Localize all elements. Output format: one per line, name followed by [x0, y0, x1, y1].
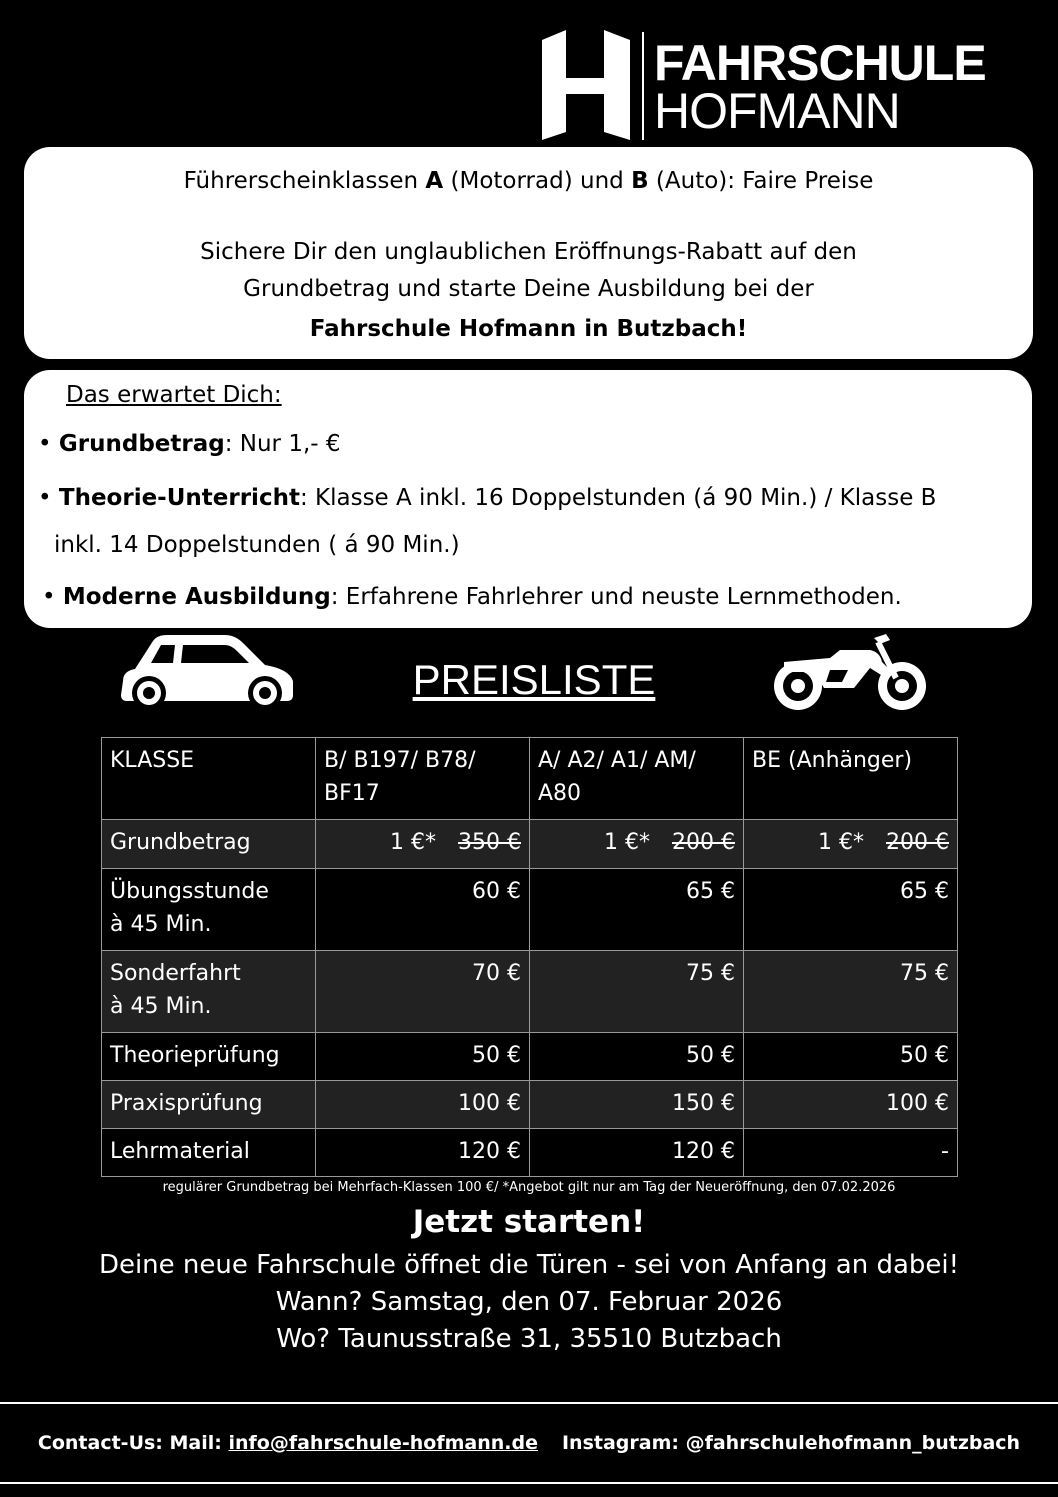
price-cell: 120 € [316, 1129, 530, 1177]
row-label: Grundbetrag [102, 820, 316, 869]
price-cell: 75 € [530, 951, 744, 1033]
table-row [102, 869, 958, 951]
price-cell: 100 € [744, 1081, 958, 1129]
row-label: Sonderfahrt à 45 Min. [102, 951, 316, 1033]
row-label: Lehrmaterial [102, 1129, 316, 1177]
price-cell: 100 € [316, 1081, 530, 1129]
row-label: Praxisprüfung [102, 1081, 316, 1129]
price-cell: 60 € [316, 869, 530, 951]
row-label: Theorieprüfung [102, 1033, 316, 1081]
instagram-handle[interactable]: Instagram: @fahrschulehofmann_butzbach [561, 1432, 1021, 1454]
intro-box [24, 147, 1033, 359]
table-row [102, 820, 958, 869]
features-box [24, 370, 1032, 628]
feature-item-grundbetrag: • Grundbetrag: Nur 1,- € [38, 431, 341, 457]
price-cell: 1 €* 200 € [744, 820, 958, 869]
table-row [102, 1129, 958, 1177]
price-table [101, 737, 958, 1177]
divider-top [0, 1402, 1058, 1404]
header-class-b: B/ B197/ B78/ BF17 [316, 738, 530, 820]
feature-item-ausbildung: • Moderne Ausbildung: Erfahrene Fahrlehrer und neuste Lernmethoden. [42, 584, 902, 610]
price-cell: 50 € [316, 1033, 530, 1081]
header-klasse: KLASSE [102, 738, 316, 820]
price-cell: 65 € [530, 869, 744, 951]
pricelist-title: PREISLISTE [412, 656, 656, 703]
table-header-row [102, 738, 958, 820]
price-cell: 65 € [744, 869, 958, 951]
row-label: Übungsstunde à 45 Min. [102, 869, 316, 951]
cta-line-opening: Deine neue Fahrschule öffnet die Türen - sei von Anfang an dabei! [98, 1250, 960, 1280]
table-row [102, 951, 958, 1033]
table-row [102, 1081, 958, 1129]
intro-line-4: Fahrschule Hofmann in Butzbach! [309, 316, 748, 342]
feature-item-theorie-cont: inkl. 14 Doppelstunden ( á 90 Min.) [54, 532, 460, 558]
price-cell: 50 € [530, 1033, 744, 1081]
motorcycle-icon [770, 632, 930, 714]
logo-h-icon [538, 28, 633, 143]
price-cell: 50 € [744, 1033, 958, 1081]
divider-bottom [0, 1482, 1058, 1484]
price-cell: 75 € [744, 951, 958, 1033]
price-cell: 70 € [316, 951, 530, 1033]
pricelist-footnote: regulärer Grundbetrag bei Mehrfach-Klassen 100 €/ *Angebot gilt nur am Tag der Neueröffnung, den 07.02.2026 [162, 1180, 896, 1195]
email-link[interactable]: info@fahrschule-hofmann.de [228, 1432, 538, 1454]
table-row [102, 1033, 958, 1081]
price-cell: - [744, 1129, 958, 1177]
logo-text-line1: FAHRSCHULE [654, 35, 986, 91]
header-class-be: BE (Anhänger) [744, 738, 958, 820]
intro-line-2: Sichere Dir den unglaublichen Eröffnungs-Rabatt auf den [200, 239, 857, 265]
cta-line-where: Wo? Taunusstraße 31, 35510 Butzbach [276, 1324, 782, 1354]
feature-item-theorie: • Theorie-Unterricht: Klasse A inkl. 16 Doppelstunden (á 90 Min.) / Klasse B [38, 485, 937, 511]
logo-divider [642, 32, 644, 140]
price-cell: 120 € [530, 1129, 744, 1177]
header-class-a: A/ A2/ A1/ AM/ A80 [530, 738, 744, 820]
cta-line-when: Wann? Samstag, den 07. Februar 2026 [275, 1287, 783, 1317]
features-heading: Das erwartet Dich: [66, 382, 282, 408]
contact-label: Contact-Us: Mail: [37, 1432, 229, 1454]
logo-text-line2: HOFMANN [654, 83, 900, 139]
price-cell: 1 €* 350 € [316, 820, 530, 869]
intro-line-classes: Führerscheinklassen A (Motorrad) und B (Auto): Faire Preise [183, 168, 874, 194]
contact-bar [0, 1432, 1058, 1454]
cta-title: Jetzt starten! [412, 1204, 646, 1240]
brand-logo [538, 28, 998, 143]
price-cell: 1 €* 200 € [530, 820, 744, 869]
price-cell: 150 € [530, 1081, 744, 1129]
intro-line-3: Grundbetrag und starte Deine Ausbildung bei der [243, 276, 814, 302]
